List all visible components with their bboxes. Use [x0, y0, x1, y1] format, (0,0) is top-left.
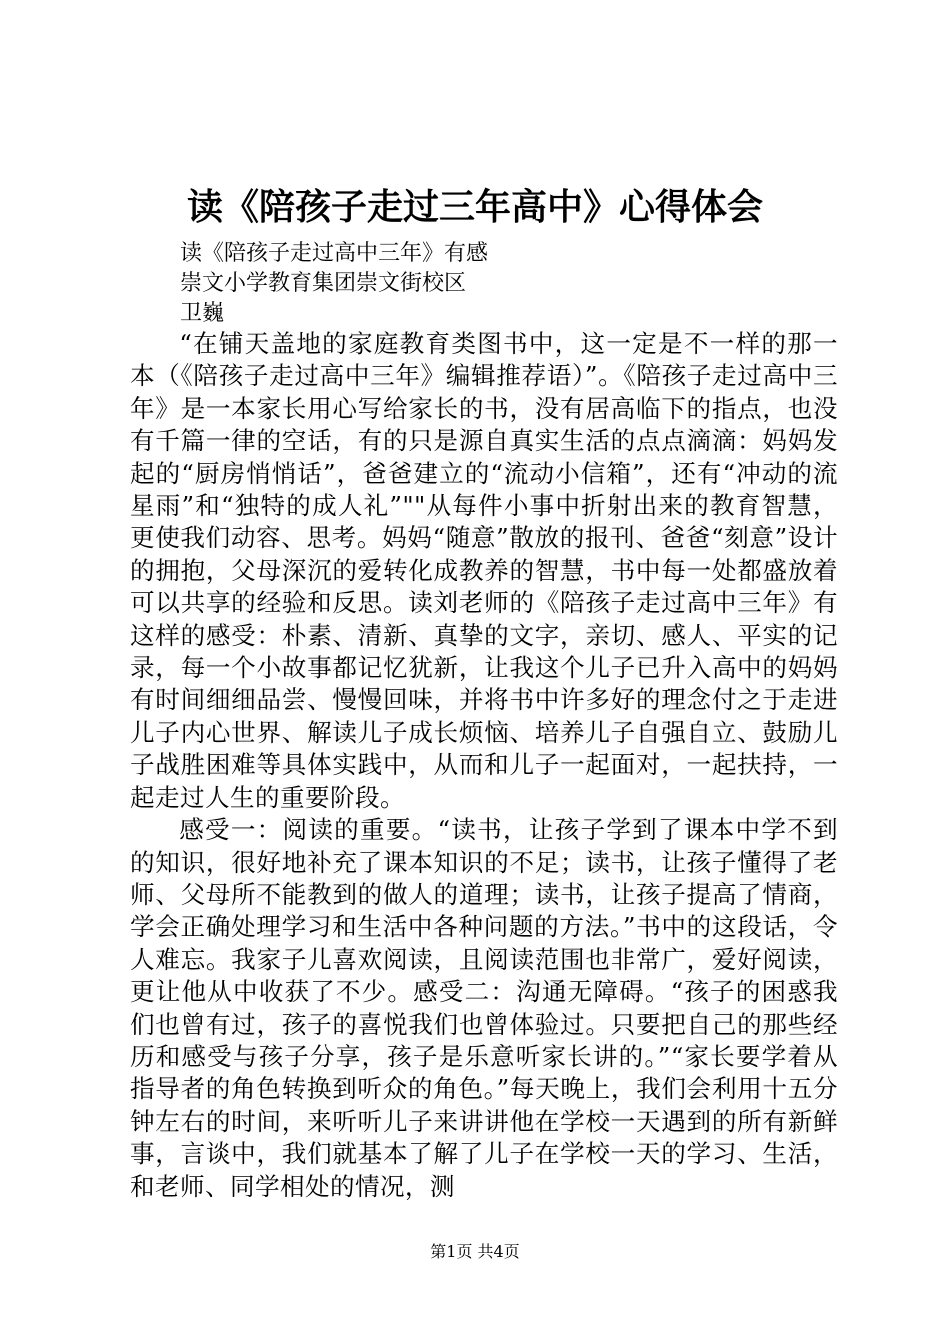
subtitle-line: 读《陪孩子走过高中三年》有感	[180, 241, 489, 266]
page-number-footer: 第1页 共4页	[430, 1242, 520, 1261]
author-organization: 崇文小学教育集团崇文街校区	[180, 271, 467, 296]
body-paragraph: 感受一：阅读的重要。“读书，让孩子学到了课本中学不到的知识，很好地补充了课本知识的不足；读书，让孩子懂得了老师、父母所不能教到的做人的道理；读书，让孩子提高了情商，学会正确处理学习和生活中各种问题的方法。”书中的这段话，令人难忘。我家子儿喜欢阅读，且阅读范围也非常广，爱好阅读，更让他从中收获了不少。感受二：沟通无障碍。“孩子的困惑我们也曾有过，孩子的喜悦我们也曾体验过。只要把自己的那些经历和感受与孩子分享，孩子是乐意听家长讲的。”“家长要学着从指导者的角色转换到听众的角色。”每天晚上，我们会利用十五分钟左右的时间，来听听儿子来讲讲他在学校一天遇到的所有新鲜事，言谈中，我们就基本了解了儿子在学校一天的学习、生活，和老师、同学相处的情况，测	[130, 815, 838, 1201]
document-title: 读《陪孩子走过三年高中》心得体会	[186, 186, 763, 228]
author-name: 卫巍	[180, 301, 225, 326]
document-body	[130, 328, 838, 1203]
body-paragraph: “在铺天盖地的家庭教育类图书中，这一定是不一样的那一本（《陪孩子走过高中三年》编辑推荐语）”。《陪孩子走过高中三年》是一本家长用心写给家长的书，没有居高临下的指点，也没有千篇一律的空话，有的只是源自真实生活的点点滴滴：妈妈发起的“厨房悄悄话”，爸爸建立的“流动小信箱”，还有“冲动的流星雨”和“独特的成人礼”""从每件小事中折射出来的教育智慧，更使我们动容、思考。妈妈“随意”散放的报刊、爸爸“刻意”设计的拥抱，父母深沉的爱转化成教养的智慧，书中每一处都盛放着可以共享的经验和反思。读刘老师的《陪孩子走过高中三年》有这样的感受：朴素、清新、真挚的文字，亲切、感人、平实的记录，每一个小故事都记忆犹新，让我这个儿子已升入高中的妈妈有时间细细品尝、慢慢回味，并将书中许多好的理念付之于走进儿子内心世界、解读儿子成长烦恼、培养儿子自强自立、鼓励儿子战胜困难等具体实践中，从而和儿子一起面对，一起扶持，一起走过人生的重要阶段。	[130, 329, 838, 812]
